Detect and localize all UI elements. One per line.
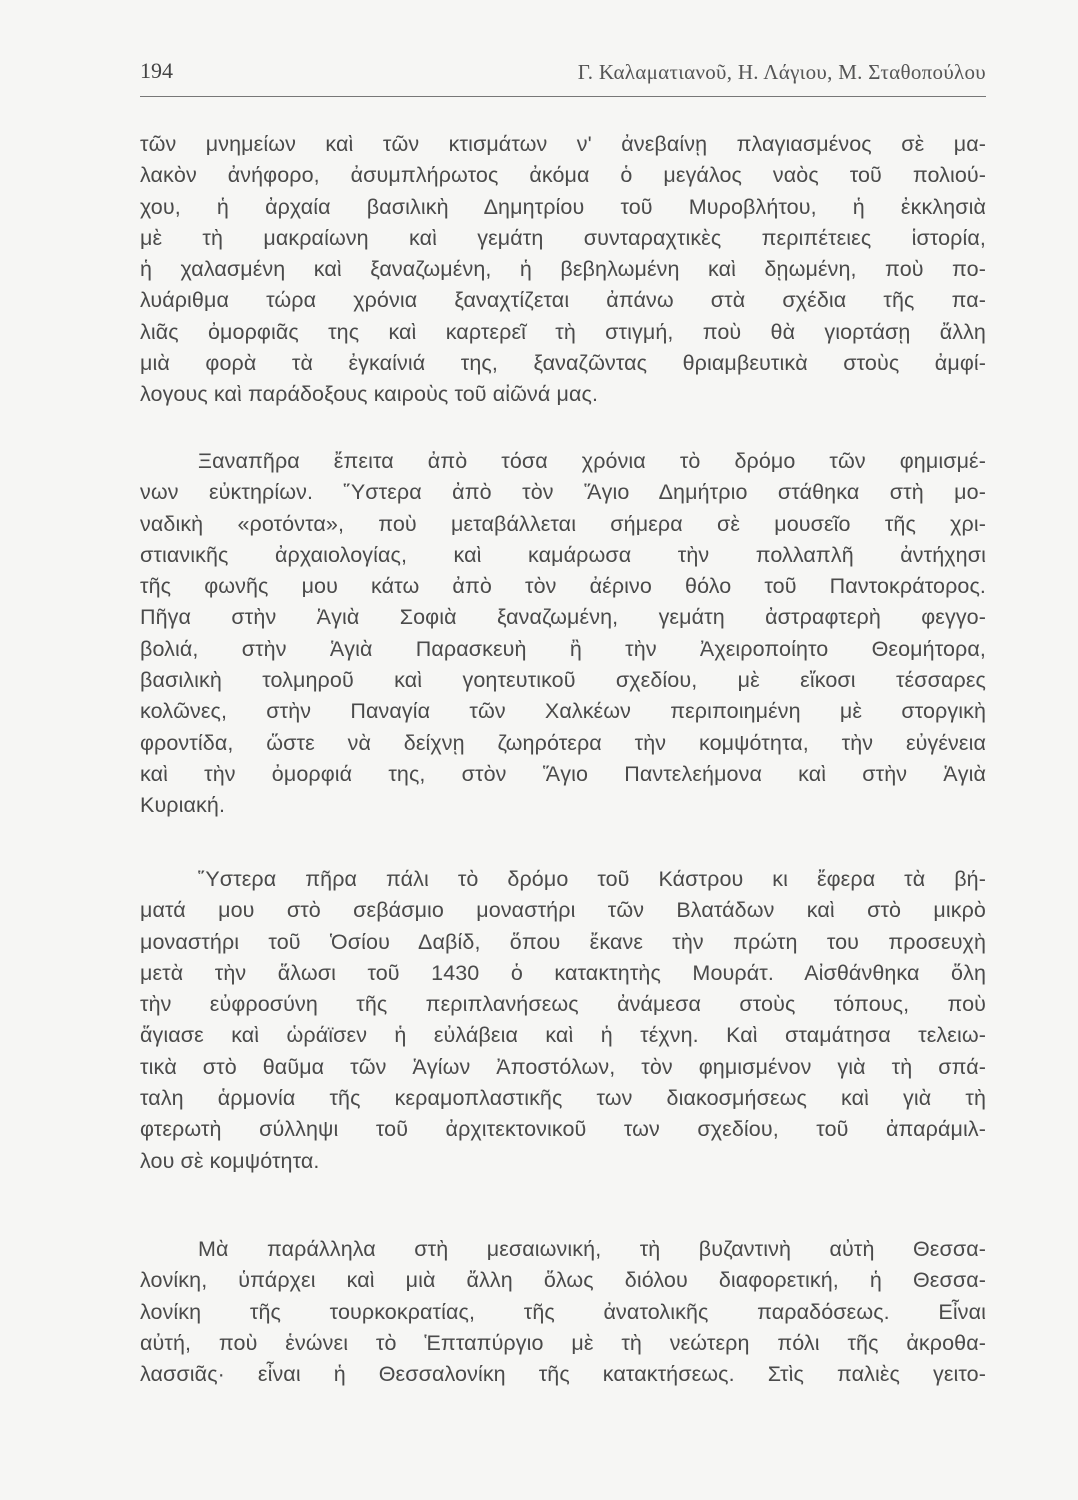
text-line: μοναστήρι τοῦ Ὁσίου Δαβίδ, ὅπου ἔκανε τὴν πρώτη του προσευχὴ <box>140 929 986 954</box>
text-line: τὴν εὐφροσύνη τῆς περιπλανήσεως ἀνάμεσα στοὺς τόπους, ποὺ <box>140 992 986 1017</box>
text-line: λου σὲ κομψότητα. <box>140 1148 320 1173</box>
text-line: λογους καὶ παράδοξους καιροὺς τοῦ αἰῶνά μας. <box>140 382 599 407</box>
text-line: ματά μου στὸ σεβάσμιο μοναστήρι τῶν Βλατάδων καὶ στὸ μικρὸ <box>140 898 986 923</box>
text-line: χου, ἡ ἀρχαία βασιλικὴ Δημητρίου τοῦ Μυροβλήτου, ἡ ἐκκλησιὰ <box>140 194 986 219</box>
text-line: μετὰ τὴν ἅλωσι τοῦ 1430 ὁ κατακτητὴς Μουράτ. Αἰσθάνθηκα ὅλη <box>140 960 986 985</box>
text-line: λασσιᾶς· εἶναι ἡ Θεσσαλονίκη τῆς κατακτήσεως. Στὶς παλιὲς γειτο- <box>140 1362 986 1387</box>
page-number: 194 <box>140 58 173 83</box>
text-line: φτερωτὴ σύλληψι τοῦ ἀρχιτεκτονικοῦ των σχεδίου, τοῦ ἀπαράμιλ- <box>140 1117 986 1142</box>
text-line: Κυριακή. <box>140 793 226 818</box>
text-line: ναδικὴ «ροτόντα», ποὺ μεταβάλλεται σήμερα σὲ μουσεῖο τῆς χρι- <box>140 511 986 536</box>
text-line: τῶν μνημείων καὶ τῶν κτισμάτων ν' ἀνεβαίνῃ πλαγιασμένος σὲ μα- <box>140 132 986 156</box>
text-line: λυάριθμα τώρα χρόνια ξαναχτίζεται ἀπάνω στὰ σχέδια τῆς πα- <box>140 288 986 313</box>
text-line: τῆς φωνῆς μου κάτω ἀπὸ τὸν ἀέρινο θόλο τοῦ Παντοκράτορος. <box>140 574 986 599</box>
text-line: Ὕστερα πῆρα πάλι τὸ δρόμο τοῦ Κάστρου κι ἔφερα τὰ βή- <box>198 867 986 891</box>
text-line: φροντίδα, ὥστε νὰ δείχνῃ ζωηρότερα τὴν κομψότητα, τὴν εὐγένεια <box>140 730 986 755</box>
text-line: μὲ τὴ μακραίωνη καὶ γεμάτη συνταραχτικὲς περιπέτειες ἱστορία, <box>140 225 986 250</box>
text-line: Ξαναπῆρα ἔπειτα ἀπὸ τόσα χρόνια τὸ δρόμο τῶν φημισμέ- <box>198 449 986 473</box>
running-head: Γ. Καλαματιανοῦ, Η. Λάγιου, Μ. Σταθοπούλου <box>577 60 986 84</box>
paragraph-4 <box>140 1234 986 1390</box>
text-line: λονίκη, ὑπάρχει καὶ μιὰ ἄλλη ὅλως διόλου διαφορετική, ἡ Θεσσα- <box>140 1268 986 1293</box>
text-line: τικὰ στὸ θαῦμα τῶν Ἁγίων Ἀποστόλων, τὸν φημισμένον γιὰ τὴ σπά- <box>140 1054 986 1079</box>
text-line: ταλη ἁρμονία τῆς κεραμοπλαστικῆς των διακοσμήσεως καὶ γιὰ τὴ <box>140 1086 986 1111</box>
text-line: κολῶνες, στὴν Παναγία τῶν Χαλκέων περιποιημένη μὲ στοργικὴ <box>140 699 986 724</box>
text-line: λονίκη τῆς τουρκοκρατίας, τῆς ἀνατολικῆς παραδόσεως. Εἶναι <box>140 1299 986 1324</box>
text-line: λακὸν ἀνήφορο, ἀσυμπλήρωτος ἀκόμα ὁ μεγάλος ναὸς τοῦ πολιού- <box>140 163 986 188</box>
text-line: λιᾶς ὀμορφιᾶς της καὶ καρτερεῖ τὴ στιγμή, ποὺ θὰ γιορτάσῃ ἄλλη <box>140 319 986 344</box>
text-line: βολιά, στὴν Ἁγιὰ Παρασκευὴ ἢ τὴν Ἀχειροποίητο Θεομήτορα, <box>140 636 986 661</box>
text-line: καὶ τὴν ὀμορφιά της, στὸν Ἅγιο Παντελεήμονα καὶ στὴν Ἁγιὰ <box>140 761 986 786</box>
text-line: νων εὐκτηρίων. Ὕστερα ἀπὸ τὸν Ἅγιο Δημήτριο στάθηκα στὴ μο- <box>140 480 986 505</box>
text-line: αὐτή, ποὺ ἑνώνει τὸ Ἑπταπύργιο μὲ τὴ νεώτερη πόλι τῆς ἀκροθα- <box>140 1330 986 1355</box>
text-line: Πῆγα στὴν Ἁγιὰ Σοφιὰ ξαναζωμένη, γεμάτη ἀστραφτερὴ φεγγο- <box>140 605 986 630</box>
paragraph-1 <box>140 129 986 411</box>
text-line: μιὰ φορὰ τὰ ἐγκαίνιά της, ξαναζῶντας θριαμβευτικὰ στοὺς ἀμφί- <box>140 351 986 376</box>
text-line: στιανικῆς ἀρχαιολογίας, καὶ καμάρωσα τὴν πολλαπλῆ ἀντήχησι <box>140 542 986 567</box>
text-line: ἡ χαλασμένη καὶ ξαναζωμένη, ἡ βεβηλωμένη καὶ δῃωμένη, ποὺ πο- <box>140 257 986 282</box>
paragraph-3 <box>140 864 986 1177</box>
header-rule <box>140 96 986 97</box>
paragraph-2 <box>140 446 986 822</box>
text-line: βασιλικὴ τολμηροῦ καὶ γοητευτικοῦ σχεδίου, μὲ εἴκοσι τέσσαρες <box>140 668 986 693</box>
text-line: ἅγιασε καὶ ὡράϊσεν ἡ εὐλάβεια καὶ ἡ τέχνη. Καὶ σταμάτησα τελειω- <box>140 1023 986 1048</box>
text-line: Μὰ παράλληλα στὴ μεσαιωνική, τὴ βυζαντινὴ αὐτὴ Θεσσα- <box>198 1237 986 1261</box>
